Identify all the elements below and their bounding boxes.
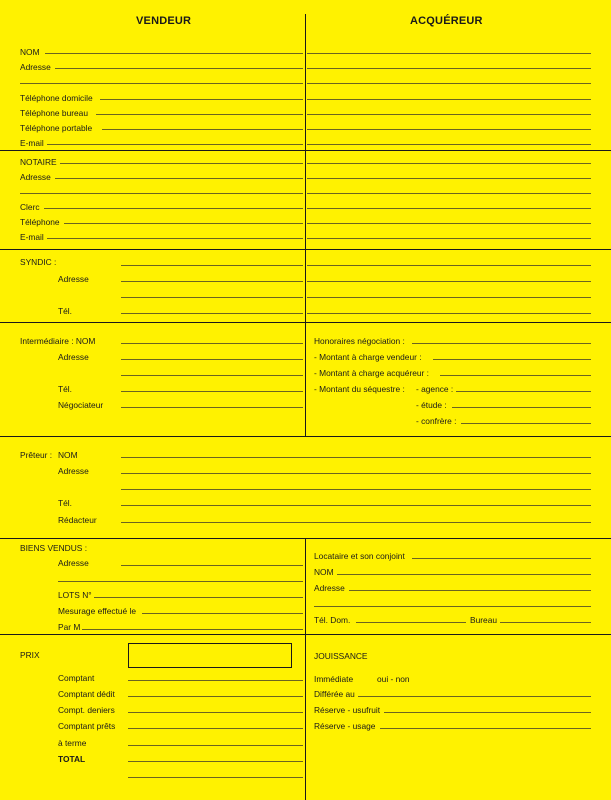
vendeur-tel-portable-field[interactable]	[102, 129, 303, 130]
prix-label: PRIX	[20, 650, 40, 660]
acquereur-adresse-field-2[interactable]	[307, 83, 591, 84]
section-divider	[0, 436, 611, 437]
notaire-telephone-label: Téléphone	[20, 217, 60, 227]
biens-adresse-label: Adresse	[58, 558, 89, 568]
biens-adresse-field-2[interactable]	[58, 581, 303, 582]
vendeur-email-field[interactable]	[47, 144, 303, 145]
vendeur-nom-field[interactable]	[45, 53, 303, 54]
locataire-field[interactable]	[412, 558, 591, 559]
agence-label: - agence :	[416, 384, 454, 394]
immediate-label: Immédiate	[314, 674, 354, 684]
prix-box[interactable]	[128, 643, 292, 668]
acquereur-nom-field[interactable]	[307, 53, 591, 54]
column-divider-bottom	[305, 538, 306, 800]
notaire-adresse-label: Adresse	[20, 172, 51, 182]
differee-label: Différée au	[314, 689, 355, 699]
acquereur-adresse-field[interactable]	[307, 68, 591, 69]
charge-acquereur-field[interactable]	[440, 375, 591, 376]
syndic-adresse-vendeur-field-2[interactable]	[121, 297, 303, 298]
preteur-adresse-field[interactable]	[121, 473, 591, 474]
total-field-2[interactable]	[128, 777, 303, 778]
syndic-label: SYNDIC :	[20, 257, 57, 267]
clerc-vendeur-field[interactable]	[44, 208, 303, 209]
confrere-label: - confrère :	[416, 416, 457, 426]
biens-adresse-field[interactable]	[121, 565, 303, 566]
vendeur-adresse-field[interactable]	[55, 68, 303, 69]
honoraires-label: Honoraires négociation :	[314, 336, 405, 346]
section-divider	[0, 538, 611, 539]
usage-field[interactable]	[380, 728, 591, 729]
syndic-tel-acquereur-field[interactable]	[307, 313, 591, 314]
notaire-vendeur-field[interactable]	[60, 163, 303, 164]
comptant-label: Comptant	[58, 673, 95, 683]
preteur-adresse-field-2[interactable]	[121, 489, 591, 490]
charge-vendeur-label: - Montant à charge vendeur :	[314, 352, 422, 362]
notaire-adresse-acquereur-field[interactable]	[307, 178, 591, 179]
intermediaire-adresse-label: Adresse	[58, 352, 89, 362]
compt-deniers-label: Compt. deniers	[58, 705, 115, 715]
acquereur-header: ACQUÉREUR	[410, 15, 483, 27]
preteur-nom-label: NOM	[58, 450, 78, 460]
confrere-field[interactable]	[461, 423, 591, 424]
acquereur-tel-bureau-field[interactable]	[307, 114, 591, 115]
intermediaire-adresse-field-2[interactable]	[121, 375, 303, 376]
syndic-adresse-acquereur-field-2[interactable]	[307, 297, 591, 298]
charge-vendeur-field[interactable]	[433, 359, 591, 360]
section-divider	[0, 634, 611, 635]
comptant-prets-field[interactable]	[128, 728, 303, 729]
intermediaire-adresse-field[interactable]	[121, 359, 303, 360]
tel-portable-label: Téléphone portable	[20, 123, 93, 133]
usage-label: Réserve - usage	[314, 721, 376, 731]
intermediaire-label: Intermédiaire : NOM	[20, 336, 96, 346]
charge-acquereur-label: - Montant à charge acquéreur :	[314, 368, 429, 378]
total-label: TOTAL	[58, 754, 86, 764]
vendeur-tel-bureau-field[interactable]	[96, 114, 303, 115]
negociateur-field[interactable]	[121, 407, 303, 408]
etude-label: - étude :	[416, 400, 447, 410]
par-label: Par M	[58, 622, 81, 632]
section-divider	[0, 249, 611, 250]
comptant-field[interactable]	[128, 680, 303, 681]
syndic-tel-vendeur-field[interactable]	[121, 313, 303, 314]
usufruit-field[interactable]	[384, 712, 591, 713]
notaire-adresse-acquereur-field-2[interactable]	[307, 193, 591, 194]
comptant-dedit-field[interactable]	[128, 696, 303, 697]
notaire-adresse-vendeur-field[interactable]	[55, 178, 303, 179]
syndic-adresse-acquereur-field[interactable]	[307, 281, 591, 282]
lots-field[interactable]	[94, 597, 303, 598]
biens-vendus-label: BIENS VENDUS :	[20, 543, 88, 553]
preteur-tel-label: Tél.	[58, 498, 72, 508]
lots-label: LOTS N°	[58, 590, 92, 600]
preteur-adresse-label: Adresse	[58, 466, 89, 476]
syndic-vendeur-field[interactable]	[121, 265, 303, 266]
redacteur-label: Rédacteur	[58, 515, 97, 525]
acquereur-email-field[interactable]	[307, 144, 591, 145]
locataire-nom-field[interactable]	[337, 574, 591, 575]
a-terme-field[interactable]	[128, 745, 303, 746]
oui-non-option[interactable]: oui - non	[377, 674, 410, 684]
a-terme-label: à terme	[58, 738, 87, 748]
vendeur-header: VENDEUR	[136, 15, 192, 27]
etude-field[interactable]	[452, 407, 591, 408]
syndic-adresse-label: Adresse	[58, 274, 89, 284]
mesurage-field[interactable]	[142, 613, 303, 614]
vendeur-nom-label: NOM	[20, 47, 40, 57]
locataire-adresse-label: Adresse	[314, 583, 345, 593]
intermediaire-tel-field[interactable]	[121, 391, 303, 392]
mesurage-label: Mesurage effectué le	[58, 606, 137, 616]
locataire-label: Locataire et son conjoint	[314, 551, 405, 561]
preteur-tel-field[interactable]	[121, 505, 591, 506]
locataire-adresse-field-2[interactable]	[314, 606, 591, 607]
syndic-acquereur-field[interactable]	[307, 265, 591, 266]
acquereur-tel-domicile-field[interactable]	[307, 99, 591, 100]
intermediaire-nom-field[interactable]	[121, 343, 303, 344]
differee-field[interactable]	[358, 696, 591, 697]
clerc-acquereur-field[interactable]	[307, 208, 591, 209]
preteur-nom-field[interactable]	[121, 457, 591, 458]
redacteur-field[interactable]	[121, 522, 591, 523]
bureau-label: Bureau	[470, 615, 498, 625]
notaire-tel-acquereur-field[interactable]	[307, 223, 591, 224]
jouissance-label: JOUISSANCE	[314, 651, 368, 661]
vendeur-adresse-label: Adresse	[20, 62, 51, 72]
usufruit-label: Réserve - usufruit	[314, 705, 381, 715]
notaire-email-label: E-mail	[20, 232, 44, 242]
notaire-acquereur-field[interactable]	[307, 163, 591, 164]
comptant-prets-label: Comptant prêts	[58, 721, 116, 731]
negociateur-label: Négociateur	[58, 400, 104, 410]
syndic-adresse-vendeur-field[interactable]	[121, 281, 303, 282]
agence-field[interactable]	[456, 391, 591, 392]
sequestre-label: - Montant du séquestre :	[314, 384, 405, 394]
preteur-label: Prêteur :	[20, 450, 53, 460]
section-divider	[0, 150, 611, 151]
tel-domicile-label: Téléphone domicile	[20, 93, 93, 103]
vendeur-adresse-field-2[interactable]	[20, 83, 303, 84]
total-field[interactable]	[128, 761, 303, 762]
intermediaire-tel-label: Tél.	[58, 384, 72, 394]
notaire-email-acquereur-field[interactable]	[307, 238, 591, 239]
notaire-email-vendeur-field[interactable]	[47, 238, 303, 239]
section-divider	[0, 322, 611, 323]
locataire-nom-label: NOM	[314, 567, 334, 577]
column-divider-top	[305, 14, 306, 436]
vendeur-tel-domicile-field[interactable]	[100, 99, 303, 100]
acquereur-tel-portable-field[interactable]	[307, 129, 591, 130]
email-label: E-mail	[20, 138, 44, 148]
notaire-label: NOTAIRE	[20, 157, 57, 167]
notaire-adresse-vendeur-field-2[interactable]	[20, 193, 303, 194]
par-field[interactable]	[82, 629, 303, 630]
clerc-label: Clerc	[20, 202, 40, 212]
notaire-tel-vendeur-field[interactable]	[64, 223, 303, 224]
tel-dom-label: Tél. Dom.	[314, 615, 351, 625]
syndic-tel-label: Tél.	[58, 306, 72, 316]
comptant-dedit-label: Comptant dédit	[58, 689, 115, 699]
tel-bureau-label: Téléphone bureau	[20, 108, 88, 118]
compt-deniers-field[interactable]	[128, 712, 303, 713]
tel-dom-field[interactable]	[356, 622, 466, 623]
bureau-field[interactable]	[500, 622, 591, 623]
locataire-adresse-field[interactable]	[349, 590, 591, 591]
honoraires-field[interactable]	[412, 343, 591, 344]
